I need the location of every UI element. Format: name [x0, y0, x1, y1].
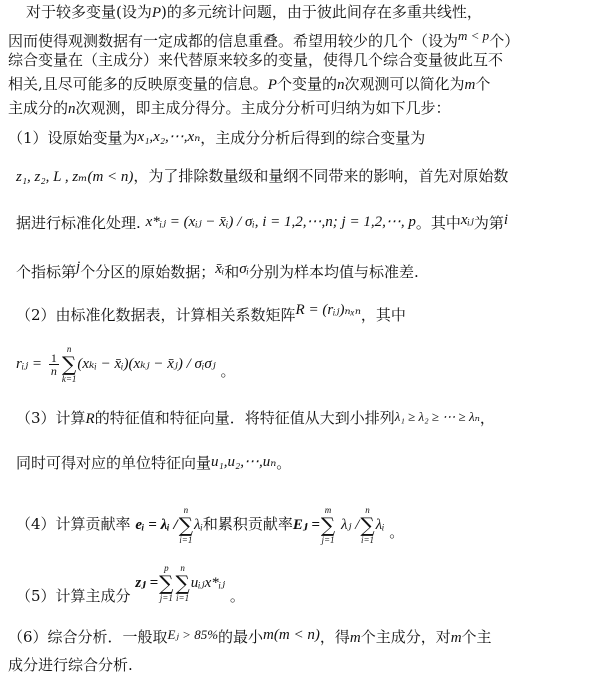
intro-line-1	[26, 2, 482, 23]
text: 个	[475, 75, 491, 93]
math-var: λᵢ	[193, 517, 203, 533]
math-var: P	[151, 5, 162, 21]
text: 成分进行综合分析.	[8, 656, 133, 674]
step6-line-1	[8, 625, 492, 648]
text: ，为了排除数量级和量纲不同带来的影响，首先对原始数	[133, 167, 509, 185]
math-var: σᵢ	[239, 261, 250, 277]
text: （5）计算主成分	[16, 587, 131, 605]
text: 个变量的	[276, 75, 337, 93]
math-inline: R = (rᵢⱼ)ₙₓₙ	[295, 302, 361, 318]
intro-line-3	[8, 50, 503, 70]
text: 和累积贡献率	[202, 515, 293, 533]
text: 对于较多变量(设为	[26, 3, 152, 21]
text: 因而使得观测数据有一定成都的信息重叠。希望用较少的几个（设为	[8, 32, 459, 50]
intro-line-2	[8, 26, 519, 51]
math-inline: x₁,x₂,⋯,xₙ	[137, 129, 201, 145]
step5-line	[16, 560, 245, 618]
math-var: rᵢⱼ =	[16, 356, 43, 372]
text: 同时可得对应的单位特征向量	[16, 454, 212, 472]
text: 。	[389, 523, 405, 541]
math-formula: x*ᵢⱼ = (xᵢⱼ − x̄ᵢ) / σᵢ, i = 1,2,⋯,n; j = 1,2,⋯, p	[145, 214, 416, 230]
text: 个）	[489, 32, 520, 50]
math-var: m	[450, 630, 462, 646]
text: （6）综合分析．一般取	[8, 628, 168, 646]
text: 的最小	[218, 628, 264, 646]
text: ，	[479, 409, 495, 427]
step4-line	[16, 504, 404, 552]
text: 。	[276, 454, 292, 472]
math-formula: Eⱼ =	[292, 517, 320, 533]
math-formula: uᵢⱼx*ᵢⱼ	[190, 575, 226, 591]
text: 。	[220, 362, 236, 380]
text: （1）设原始变量为	[8, 129, 138, 147]
text: 个主	[461, 628, 492, 646]
text: 为第	[473, 214, 504, 232]
text: 的特征值和特征向量．将特征值从大到小排列	[94, 409, 395, 427]
step1-line-1	[8, 127, 425, 148]
math-var: P	[267, 77, 277, 93]
math-formula: (xₖᵢ − x̄ᵢ)(xₖⱼ − x̄ⱼ) / σᵢσⱼ	[77, 356, 216, 372]
sum-bottom: j=1	[159, 593, 173, 603]
step1-line-4	[16, 257, 419, 282]
sum-symbol: n ∑ i=1	[360, 505, 375, 545]
text: 和	[224, 263, 240, 281]
step6-line-2	[8, 655, 133, 675]
step1-line-3	[16, 210, 508, 233]
math-var: xᵢⱼ	[460, 212, 474, 228]
math-var: m	[464, 77, 476, 93]
text: ，其中	[360, 306, 406, 324]
denominator: n	[50, 363, 57, 378]
math-var: j	[76, 259, 81, 275]
intro-line-4	[8, 74, 490, 95]
text: 个指标第	[16, 263, 77, 281]
math-var: n	[68, 101, 76, 117]
sum-bottom: j=1	[321, 535, 335, 545]
sum-bottom: i=1	[360, 535, 375, 545]
math-inline: m < p	[458, 28, 490, 43]
math-var: x̄ᵢ	[215, 261, 225, 277]
sum-top: n	[183, 505, 189, 515]
text: 综合变量在（主成分）来代替原来较多的变量，使得几个综合变量彼此互不	[8, 51, 504, 69]
numerator: 1	[50, 350, 57, 365]
math-var: λᵢ	[375, 517, 385, 533]
text: 主成分的	[8, 99, 69, 117]
step1-line-2	[16, 166, 508, 187]
sum-bottom: k=1	[61, 374, 77, 384]
sum-symbol: n ∑ i=1	[175, 563, 190, 603]
sum-top: n	[180, 563, 185, 573]
step3-line-1	[16, 407, 495, 429]
math-inline: λ₁ ≥ λ₂ ≥ ⋯ ≥ λₙ	[394, 409, 480, 424]
math-formula: zⱼ =	[135, 575, 159, 591]
text: （4）计算贡献率	[16, 515, 131, 533]
sum-symbol: m ∑ j=1	[320, 505, 336, 545]
math-inline: z₁, z₂, L , zₘ(m < n)	[16, 169, 134, 185]
text: 。	[229, 587, 245, 605]
text: 次观测可以简化为	[344, 75, 465, 93]
text: 分别为样本均值与标准差.	[249, 263, 419, 281]
intro-line-5	[8, 98, 451, 119]
math-var: n	[336, 77, 345, 93]
math-inline: u₁,u₂,⋯,uₙ	[211, 454, 277, 470]
sum-top: n	[365, 505, 370, 515]
text: 个分区的原始数据；	[80, 263, 216, 281]
math-inline: Eⱼ > 85%	[167, 627, 219, 642]
text: )的多元统计问题，由于彼此间存在多重共线性，	[161, 3, 482, 21]
text: 个主成分，对	[360, 628, 451, 646]
sum-symbol: p ∑ j=1	[159, 563, 174, 603]
text: ，得	[319, 628, 350, 646]
text: ，主成分分析后得到的综合变量为	[200, 129, 426, 147]
math-var: i	[503, 212, 509, 228]
math-var: R	[85, 411, 95, 427]
sum-top: m	[324, 505, 332, 515]
sum-top: p	[164, 563, 169, 573]
step2-line-1	[16, 300, 406, 325]
sum-symbol: n ∑ i=1	[178, 505, 193, 545]
text: 。其中	[415, 214, 461, 232]
step2-formula	[16, 344, 235, 389]
text: （3）计算	[16, 409, 86, 427]
step3-line-2	[16, 452, 291, 473]
sum-symbol: n ∑ k=1	[61, 344, 77, 384]
sum-top: n	[66, 344, 72, 354]
text: 相关,且尽可能多的反映原变量的信息。	[8, 75, 268, 93]
math-formula: eᵢ = λᵢ /	[135, 517, 178, 533]
sum-bottom: i=1	[176, 593, 190, 603]
text: 据进行标准化处理.	[16, 214, 141, 232]
sum-bottom: i=1	[179, 535, 193, 545]
math-inline: m(m < n)	[263, 627, 320, 643]
text: （2）由标准化数据表，计算相关系数矩阵	[16, 306, 296, 324]
text: 次观测，即主成分得分。主成分分析可归纳为如下几步：	[75, 99, 451, 117]
fraction	[49, 352, 59, 377]
math-var: λⱼ /	[340, 517, 360, 533]
math-var: m	[349, 630, 361, 646]
